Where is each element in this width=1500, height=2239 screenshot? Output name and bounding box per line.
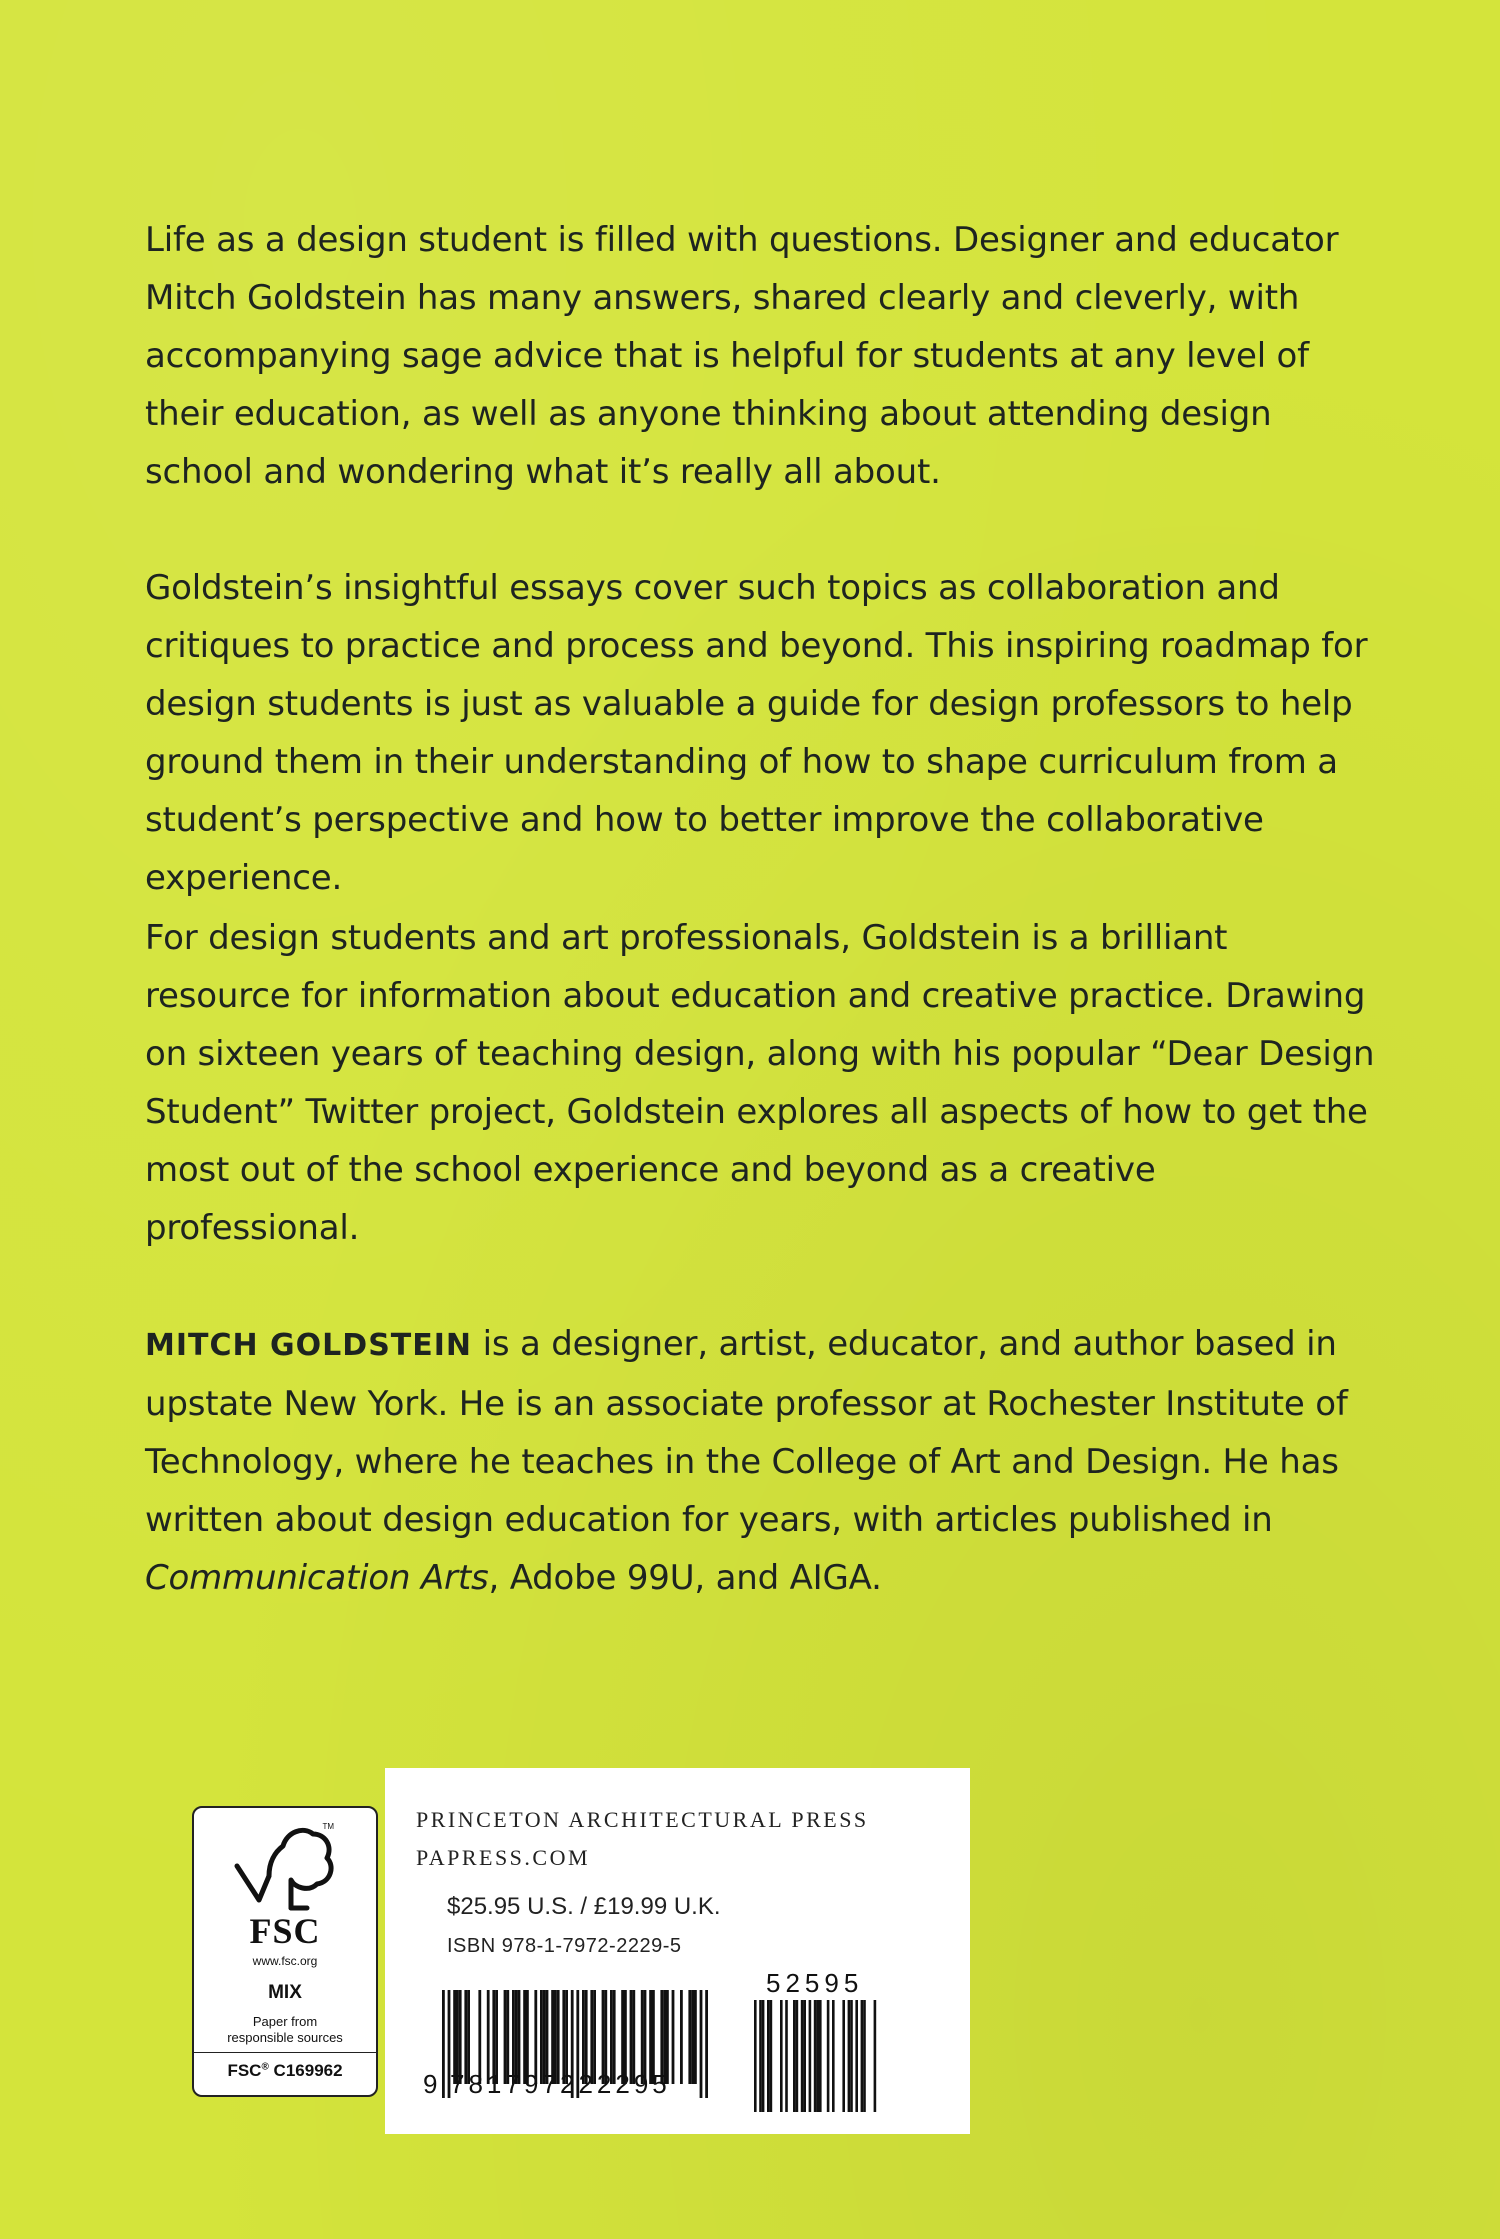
- author-bio-text-end: , Adobe 99U, and AIGA.: [488, 1558, 882, 1598]
- barcode-bar: [816, 2000, 819, 2112]
- barcode-bar: [842, 2000, 845, 2112]
- barcode-bar: [850, 2000, 853, 2112]
- author-bio: [145, 1315, 1375, 1607]
- price: $25.95 U.S. / £19.99 U.K.: [447, 1893, 721, 1920]
- barcode-bar: [848, 2000, 851, 2112]
- barcode-bar: [796, 2000, 799, 2112]
- publisher-name: PRINCETON ARCHITECTURAL PRESS: [416, 1807, 869, 1832]
- barcode-bar: [688, 1990, 691, 2084]
- fsc-paper-source: [200, 2014, 370, 2046]
- barcode-guard-bar: [705, 1990, 708, 2098]
- author-name: MITCH GOLDSTEIN: [145, 1328, 473, 1363]
- barcode-bar: [861, 2000, 864, 2112]
- fsc-paper-line-2: responsible sources: [227, 2030, 343, 2045]
- barcode-bar: [793, 2000, 796, 2112]
- barcode-bar: [803, 2000, 806, 2112]
- barcode-guard-bar: [442, 1990, 445, 2098]
- barcode-bar: [780, 2000, 783, 2112]
- fsc-license-code: [194, 2061, 376, 2081]
- barcode-group-1: 781797: [450, 2069, 561, 2099]
- fsc-paper-line-1: Paper from: [252, 2014, 318, 2029]
- isbn: ISBN 978-1-7972-2229-5: [447, 1935, 682, 1957]
- barcode-bar: [874, 2000, 877, 2112]
- barcode-bar: [785, 2000, 788, 2112]
- barcode-bar: [767, 2000, 770, 2112]
- barcode-addon-bars: [754, 2000, 876, 2112]
- fsc-trademark: TM: [322, 1822, 334, 1831]
- fsc-url: www.fsc.org: [252, 1954, 318, 1968]
- fsc-tree-logo-icon: [229, 1822, 341, 1912]
- barcode-bar: [691, 1990, 694, 2084]
- fsc-certification-box: [192, 1806, 378, 2097]
- description-paragraph-3: For design students and art professionals, Goldstein is a brilliant resource for information about education and creative practice. Drawing on sixteen years of teaching design, along with his popular “Dear Design Student” Twitter project, Goldstein explores all aspects of how to get the most out of the school experience and beyond as a creative professional.: [145, 918, 1375, 1248]
- barcode-bar: [814, 2000, 817, 2112]
- fsc-code-number: C169962: [273, 2061, 343, 2080]
- fsc-code-mark: ®: [261, 2061, 269, 2073]
- barcode-bar: [832, 2000, 835, 2112]
- barcode-bar: [680, 1990, 683, 2084]
- barcode-bar: [827, 2000, 830, 2112]
- barcode-bar: [759, 2000, 762, 2112]
- fsc-code-prefix: FSC: [227, 2061, 262, 2080]
- fsc-mix-label: MIX: [268, 1982, 302, 2003]
- barcode-bar: [694, 1990, 697, 2084]
- barcode-group-2: 222295: [560, 2069, 671, 2099]
- publication-title: Communication Arts: [145, 1558, 489, 1598]
- fsc-logo-text: FSC: [249, 1911, 321, 1951]
- isbn-barcode: [420, 1968, 900, 2118]
- barcode-bar: [809, 2000, 812, 2112]
- barcode-bar: [863, 2000, 866, 2112]
- barcode-addon-digits: 52595: [766, 1968, 864, 1998]
- barcode-bar: [762, 2000, 765, 2112]
- barcode-bar: [801, 2000, 804, 2112]
- barcode-bar: [770, 2000, 773, 2112]
- author-bio-text: is a designer, artist, educator, and author based in upstate New York. He is an associate professor at Rochester Institute of Technology, where he teaches in the College of Art and Design. He has written about design education for years, with articles published in: [145, 1324, 1348, 1540]
- publisher-url: PAPRESS.COM: [416, 1845, 591, 1870]
- fsc-divider: [194, 2052, 376, 2053]
- barcode-bar: [754, 2000, 757, 2112]
- description-paragraph-1: Life as a design student is filled with questions. Designer and educator Mitch Goldstein has many answers, shared clearly and cleverly, with accompanying sage advice that is helpful for students at any level of their education, as well as anyone thinking about attending design school and wondering what it’s really all about.: [145, 220, 1339, 492]
- barcode-prefix-digit: 9: [423, 2069, 438, 2099]
- barcode-guard-bar: [700, 1990, 703, 2098]
- barcode-bar: [672, 1990, 675, 2084]
- barcode-bar: [855, 2000, 858, 2112]
- barcode-bar: [819, 2000, 822, 2112]
- publisher-block: [416, 1801, 869, 1877]
- description-paragraph-2: Goldstein’s insightful essays cover such topics as collaboration and critiques to practice and process and beyond. This inspiring roadmap for design students is just as valuable a guide for design professors to help ground them in their understanding of how to shape curriculum from a student’s perspective and how to better improve the collaborative experience.: [145, 568, 1368, 898]
